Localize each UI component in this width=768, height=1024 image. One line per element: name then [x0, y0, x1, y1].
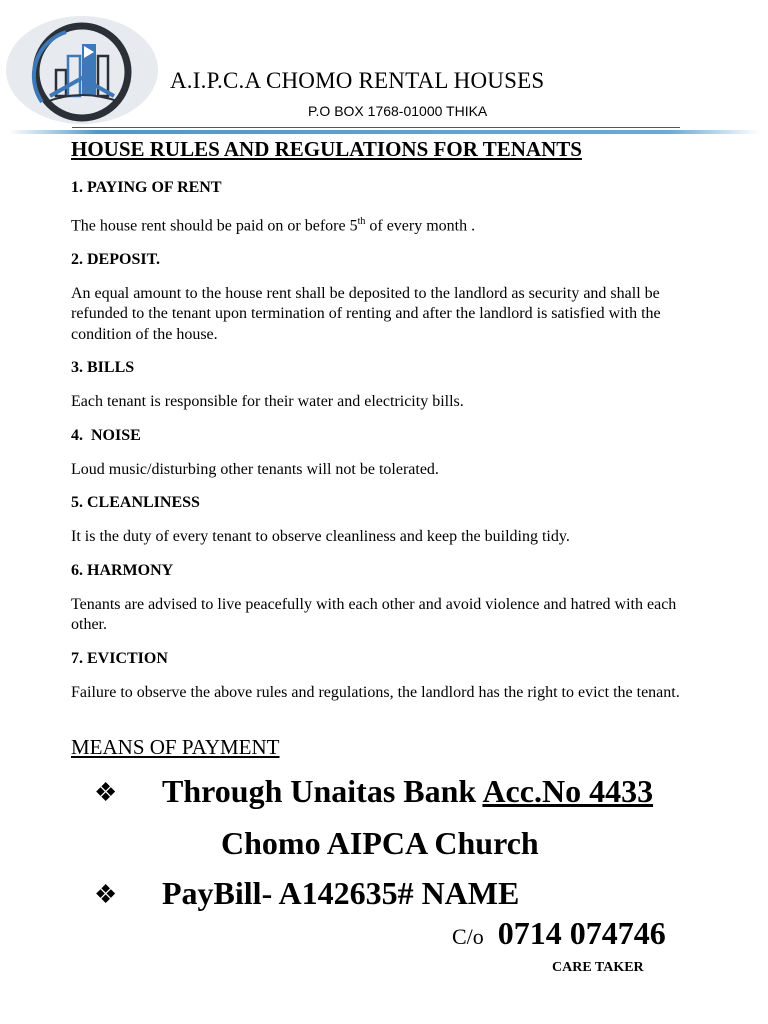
- company-logo: [6, 16, 158, 124]
- rule-heading: 5. CLEANLINESS: [71, 494, 200, 512]
- rule-section-cleanliness: [71, 493, 711, 548]
- rule-text-part: of every month .: [365, 217, 476, 235]
- document-body: [71, 136, 711, 703]
- rule-text: [71, 212, 711, 237]
- rule-text: Each tenant is responsible for their water and electricity bills.: [71, 393, 464, 411]
- rule-text: Loud music/disturbing other tenants will not be tolerated.: [71, 460, 439, 478]
- bullet-diamond-icon: ❖: [94, 880, 118, 909]
- payment-section-title: MEANS OF PAYMENT: [71, 735, 280, 759]
- rule-section-noise: [71, 426, 711, 481]
- bullet-diamond-icon: ❖: [94, 778, 118, 807]
- organization-address: P.O BOX 1768-01000 THIKA: [308, 103, 488, 119]
- bank-account-name: Chomo AIPCA Church: [221, 825, 539, 861]
- rule-text-part: The house rent should be paid on or before 5: [71, 217, 358, 235]
- rule-text: An equal amount to the house rent shall be deposited to the landlord as security and shall be refunded to the tenant upon termination of renting and after the landlord is satisfied with the condition of the house.: [71, 284, 661, 343]
- bank-payment-text: Through Unaitas Bank: [162, 773, 483, 809]
- rule-section-deposit: [71, 250, 711, 346]
- header-accent-bar: [8, 130, 760, 134]
- rule-heading: 6. HARMONY: [71, 561, 174, 579]
- paybill-line: PayBill- A142635# NAME: [162, 875, 520, 911]
- document-title: HOUSE RULES AND REGULATIONS FOR TENANTS: [71, 137, 582, 161]
- bank-account-number: Acc.No 4433: [482, 773, 654, 809]
- rule-heading: 3. BILLS: [71, 359, 135, 377]
- organization-name: A.I.P.C.A CHOMO RENTAL HOUSES: [170, 68, 545, 93]
- rule-heading: 2. DEPOSIT.: [71, 250, 161, 268]
- header-divider: [72, 127, 680, 128]
- rule-section-rent: [71, 178, 711, 237]
- bank-payment-line: [162, 773, 653, 810]
- rule-heading: 1. PAYING OF RENT: [71, 179, 222, 196]
- rule-section-harmony: [71, 561, 711, 636]
- rule-text: Failure to observe the above rules and regulations, the landlord has the right to evict the tenant.: [71, 683, 680, 701]
- care-of-label: C/o: [452, 924, 484, 949]
- rule-text: It is the duty of every tenant to observe cleanliness and keep the building tidy.: [71, 528, 570, 546]
- rule-heading: 7. EVICTION: [71, 649, 168, 667]
- rule-text: Tenants are advised to live peacefully with each other and avoid violence and hatred with each other.: [71, 595, 677, 634]
- rule-heading: 4. NOISE: [71, 426, 141, 444]
- caretaker-label: CARE TAKER: [552, 960, 644, 975]
- contact-line: [452, 915, 666, 952]
- rule-section-eviction: [71, 649, 711, 704]
- rule-section-bills: [71, 358, 711, 413]
- contact-phone: 0714 074746: [497, 915, 666, 951]
- ordinal-suffix: th: [357, 216, 366, 227]
